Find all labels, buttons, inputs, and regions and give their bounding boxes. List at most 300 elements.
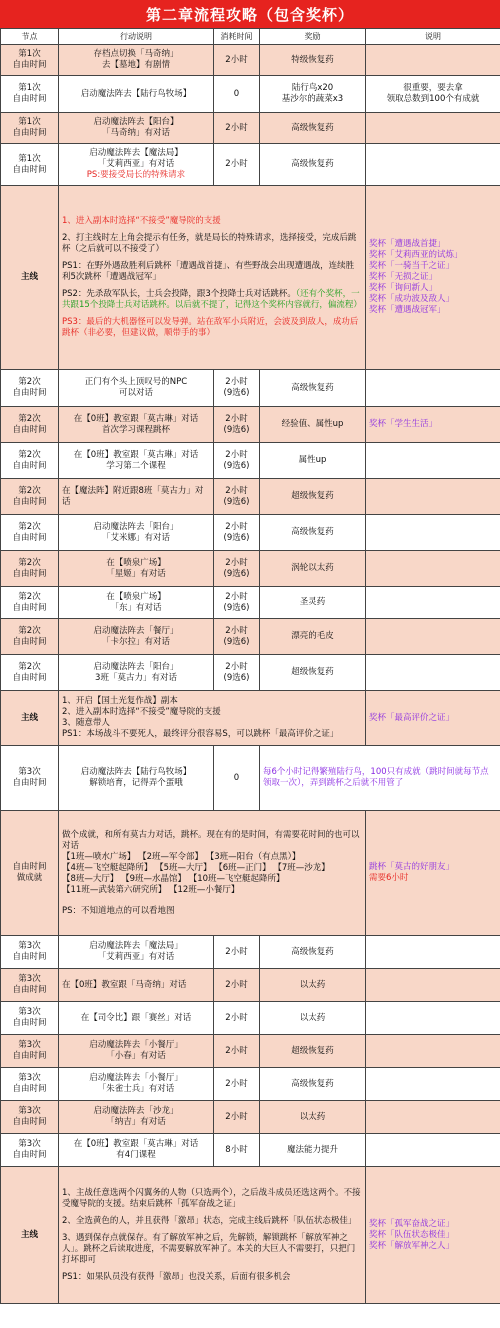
time-cell — [214, 113, 260, 144]
time-cell — [214, 76, 260, 113]
cell-line: 第3次 — [18, 1073, 41, 1083]
node-cell — [1, 811, 59, 936]
cell-line: 在【0班】教室跟「莫古琳」对话 — [73, 449, 199, 460]
page-title: 第二章流程攻略（包含奖杯） — [0, 0, 500, 28]
time-cell — [214, 45, 260, 76]
story-paragraph — [62, 317, 362, 339]
cell-line: 魔法能力提升 — [286, 1144, 338, 1155]
story-paragraph: 3、遇到保存点就保存。有了解放军神之后，先解锁，解锁跳杯「解放军神之人」。跳杯之后读取进度，不需要解放军神了。本关的大巨人不需要打，只把门打坏即可 — [62, 1232, 356, 1265]
cell-line: 奖杯「成功波及敌人」 — [369, 294, 455, 304]
action-cell — [59, 1101, 214, 1134]
cell-line: 在【喷泉广场】 — [106, 557, 166, 568]
reward-cell — [260, 936, 366, 969]
reward-cell — [260, 370, 366, 407]
note-cell — [366, 1068, 500, 1101]
story-text: PS3：最后的大机器怪可以发导弹。站在敌军小兵附近，会波及到敌人，成功后跳杯（非必要，但建议做，顺带手的事） — [62, 317, 359, 338]
cell-line: 陆行鸟x20 — [291, 83, 334, 93]
cell-line: 奖杯「解放军神之人」 — [369, 1240, 455, 1251]
node-cell: 主线 — [1, 691, 59, 746]
cell-line: 很重要，要去拿 — [403, 83, 463, 93]
time-cell — [214, 1035, 260, 1068]
cell-line: 自由时间 — [12, 952, 47, 962]
cell-line: 2小时 — [225, 54, 248, 65]
node-cell — [1, 515, 59, 551]
table-row — [1, 113, 500, 144]
cell-line: 第3次 — [18, 941, 41, 951]
reward-cell — [260, 515, 366, 551]
cell-line: 存档点切换「马奇纳」 — [93, 49, 179, 59]
cell-line: 自由时间 — [12, 496, 47, 507]
action-cell — [59, 76, 214, 113]
cell-line: 高级恢复药 — [291, 1078, 334, 1089]
time-cell — [214, 1101, 260, 1134]
header-node: 节点 — [1, 29, 59, 45]
node-cell — [1, 407, 59, 443]
cell-line: (9选6) — [223, 532, 250, 543]
cell-line: 启动魔法阵去「沙龙」 — [93, 1106, 179, 1116]
table-row — [1, 370, 500, 407]
action-cell — [59, 655, 214, 691]
cell-line: 奖杯「无损之证」 — [369, 272, 438, 282]
cell-line: (9选6) — [223, 460, 250, 471]
cell-line: 第1次 — [18, 83, 41, 93]
main-story-cell — [59, 1167, 366, 1304]
cell-line: 启动魔法阵去【陆行鸟牧场】 — [80, 88, 192, 99]
cell-line: 2小时 — [225, 159, 248, 169]
note-cell — [366, 619, 500, 655]
node-cell — [1, 1002, 59, 1035]
achievement-cell — [59, 811, 366, 936]
note-cell — [366, 515, 500, 551]
cell-line: 自由时间 — [12, 460, 47, 471]
cell-line: 在【魔法阵】附近跟8班「莫古力」对话 — [62, 485, 204, 507]
cell-line: (9选6) — [223, 636, 250, 647]
cell-line: 「朱雀士兵」有对话 — [97, 1084, 175, 1094]
cell-line: 高级恢复药 — [291, 527, 334, 537]
note-cell — [366, 370, 500, 407]
action-cell — [59, 45, 214, 76]
cell-line: 自由时间 — [12, 672, 47, 683]
note-cell — [366, 144, 500, 186]
action-cell — [59, 113, 214, 144]
cell-line: 启动魔法阵去「阳台」 — [93, 521, 179, 532]
node-cell: 主线 — [1, 1167, 59, 1304]
reward-cell — [260, 443, 366, 479]
table-row — [1, 144, 500, 186]
time-cell — [214, 1002, 260, 1035]
action-cell — [59, 370, 214, 407]
cell-line: 第1次 — [18, 153, 41, 164]
time-cell — [214, 443, 260, 479]
reward-cell — [260, 1068, 366, 1101]
action-cell — [59, 407, 214, 443]
guide-table — [0, 28, 500, 1304]
note-cell — [366, 113, 500, 144]
node-cell — [1, 76, 59, 113]
cell-line: 自由时间 — [12, 388, 47, 398]
cell-line: 自由时间 — [12, 568, 47, 579]
cell-line: 自由时间 — [12, 1117, 47, 1127]
cell-line: 启动魔法阵去「小餐厅」 — [89, 1073, 183, 1083]
cell-line: PS1：本场战斗不要死人，最终评分很容易S，可以跳杯「最高评价之证」 — [62, 729, 339, 739]
cell-line: 第2次 — [18, 377, 41, 387]
node-cell — [1, 1134, 59, 1167]
cell-line: (9选6) — [223, 672, 250, 683]
cell-line: 奖杯「询问新人」 — [369, 283, 438, 293]
cell-line: 基沙尔的蔬菜x3 — [281, 94, 344, 104]
cell-line: 去【墓地】有剧情 — [101, 60, 170, 70]
cell-line: 第3次 — [18, 767, 41, 777]
main-story-cell — [59, 186, 366, 370]
reward-cell — [260, 1134, 366, 1167]
cell-line: 3、随意带人 — [62, 718, 110, 728]
cell-line: 第2次 — [18, 591, 41, 602]
node-cell — [1, 587, 59, 619]
reward-cell — [260, 1035, 366, 1068]
action-cell — [59, 515, 214, 551]
cell-line: 启动魔法阵去【魔法局】 — [89, 148, 183, 158]
header-reward: 奖励 — [260, 29, 366, 45]
cell-line: 在【0班】教室跟「莫古琳」对话 — [73, 413, 199, 424]
reward-cell — [260, 407, 366, 443]
cell-line: 第2次 — [18, 521, 41, 532]
cell-line: 【1班—喷水广场】 【2班—军令部】 【3班—阳台（有点黑）】 — [62, 851, 301, 862]
cell-line: 奖杯「遭遇战首捷」 — [369, 239, 446, 249]
node-cell — [1, 479, 59, 515]
cell-line: 1、开启【国土光复作战】副本 — [62, 696, 178, 706]
action-cell — [59, 479, 214, 515]
note-cell — [366, 936, 500, 969]
reward-cell — [260, 969, 366, 1002]
cell-line: 「艾莉西亚」有对话 — [97, 159, 175, 169]
reward-cell — [260, 655, 366, 691]
action-cell — [59, 1035, 214, 1068]
node-cell — [1, 144, 59, 186]
cell-line: (9选6) — [223, 568, 250, 579]
cell-line: 奖杯「学生生活」 — [369, 419, 438, 429]
note-cell — [366, 587, 500, 619]
cell-line: (9选6) — [223, 496, 250, 507]
cell-line: 自由时间 — [12, 1018, 47, 1028]
action-cell — [59, 746, 214, 811]
cell-line: 2小时 — [225, 122, 248, 133]
story-paragraph — [62, 233, 362, 255]
main-story-cell — [59, 691, 366, 746]
cell-line: 「艾莉西亚」有对话 — [97, 952, 175, 962]
cell-line: 第3次 — [18, 974, 41, 984]
cell-line: 「星姬」有对话 — [106, 568, 166, 579]
node-cell — [1, 1068, 59, 1101]
time-cell — [214, 479, 260, 515]
cell-line: 0 — [233, 772, 240, 783]
cell-line: 「小春」有对话 — [106, 1051, 166, 1061]
cell-line: (9选6) — [223, 424, 250, 435]
cell-line: 2小时 — [225, 521, 248, 532]
note-cell — [366, 479, 500, 515]
table-row — [1, 746, 500, 811]
node-cell — [1, 1101, 59, 1134]
time-cell — [214, 936, 260, 969]
cell-line: 「卡尔拉」有对话 — [101, 636, 170, 647]
action-cell — [59, 969, 214, 1002]
cell-line: 2小时 — [225, 1045, 248, 1056]
cell-line: 学习第二个课程 — [106, 460, 166, 471]
note-cell — [366, 1134, 500, 1167]
story-paragraph: 2、全选黄色的人，并且获得「激昂」状态，完成主线后跳杯「队伍状态极佳」 — [62, 1215, 357, 1226]
cell-line: 自由时间 — [12, 424, 47, 435]
note-cell — [366, 655, 500, 691]
cell-line: 第2次 — [18, 625, 41, 636]
table-row — [1, 186, 500, 370]
cell-line: 自由时间 — [12, 1051, 47, 1061]
header-action: 行动说明 — [59, 29, 214, 45]
cell-line: 【8班—大厅】 【9班—水晶馆】 【10班—飞空艇起降所】 — [62, 873, 285, 884]
action-cell — [59, 1002, 214, 1035]
table-row — [1, 479, 500, 515]
header-note: 说明 — [366, 29, 500, 45]
table-row — [1, 45, 500, 76]
node-cell — [1, 443, 59, 479]
story-paragraph: PS1：如果队员没有获得「激昂」也没关系，后面有很多机会 — [62, 1271, 291, 1282]
table-row — [1, 1002, 500, 1035]
cell-line: 第2次 — [18, 557, 41, 568]
table-row — [1, 515, 500, 551]
table-row — [1, 443, 500, 479]
cell-line: 高级恢复药 — [291, 382, 334, 393]
cell-line: 2小时 — [225, 449, 248, 460]
node-cell — [1, 619, 59, 655]
story-paragraph — [62, 216, 362, 227]
table-row — [1, 551, 500, 587]
reward-cell — [260, 76, 366, 113]
cell-line: 0 — [233, 88, 240, 99]
story-paragraph — [62, 261, 362, 283]
reward-cell — [260, 1002, 366, 1035]
cell-line: 「东」有对话 — [110, 602, 162, 613]
time-cell — [214, 370, 260, 407]
note-cell — [366, 76, 500, 113]
trophy-cell — [366, 811, 500, 936]
cell-line: 奖杯「遭遇战冠军」 — [369, 305, 446, 315]
time-cell — [214, 746, 260, 811]
cell-line: 第1次 — [18, 49, 41, 59]
cell-line: 自由时间 — [12, 1084, 47, 1094]
story-text: 1、进入副本时选择“不接受”魔导院的支援 — [62, 216, 221, 226]
cell-line: 奖杯「一骑当千之证」 — [369, 261, 455, 271]
cell-line: 第3次 — [18, 1139, 41, 1149]
reward-cell — [260, 551, 366, 587]
table-row — [1, 811, 500, 936]
note-cell — [366, 1101, 500, 1134]
cell-line: 奖杯「队伍状态极佳」 — [369, 1229, 455, 1240]
table-row — [1, 619, 500, 655]
reward-cell — [260, 1101, 366, 1134]
note-cell — [366, 407, 500, 443]
note-cell — [366, 969, 500, 1002]
cell-line: 2、进入副本时选择“不接受”魔导院的支援 — [62, 707, 221, 717]
cell-line: 自由时间 — [12, 164, 47, 175]
cell-line: 做成就 — [16, 873, 43, 883]
note-cell — [366, 1035, 500, 1068]
cell-line: 自由时间 — [12, 60, 47, 70]
time-cell — [214, 551, 260, 587]
cell-line: 2小时 — [225, 625, 248, 636]
cell-line: 涡轮以太药 — [291, 563, 334, 573]
cell-line: 2小时 — [225, 1078, 248, 1089]
cell-line: 自由时间 — [12, 94, 47, 104]
reward-cell — [260, 45, 366, 76]
cell-line: 3班「莫古力」有对话 — [95, 672, 177, 683]
time-cell — [214, 655, 260, 691]
reward-cell — [260, 113, 366, 144]
cell-line: 启动魔法阵去【阳台】 — [93, 117, 179, 127]
cell-line: 「艾米娜」有对话 — [101, 532, 170, 543]
trophy-list-cell — [366, 1167, 500, 1304]
cell-line: 2小时 — [225, 979, 248, 990]
cell-line: 正门有个头上顶叹号的NPC — [84, 377, 188, 387]
cell-line: 首次学习课程跳杯 — [101, 424, 170, 435]
cell-line: 自由时间 — [12, 602, 47, 613]
note-cell — [366, 45, 500, 76]
time-cell — [214, 144, 260, 186]
trophy-name: 跳杯「莫古的好朋友」 — [369, 862, 455, 872]
cell-line: 自由时间 — [12, 778, 47, 788]
table-row — [1, 76, 500, 113]
cell-line: 第2次 — [18, 413, 41, 424]
story-text: PS2：先杀敌军队长，士兵会投降，跟3个投降士兵对话跳杯。 — [62, 289, 296, 299]
cell-line: 高级恢复药 — [291, 946, 334, 957]
node-cell — [1, 746, 59, 811]
cell-line: 第3次 — [18, 1007, 41, 1017]
node-cell — [1, 655, 59, 691]
cell-line: 属性up — [298, 455, 327, 465]
cell-line: 奖杯「最高评价之证」 — [369, 712, 455, 723]
time-cell — [214, 407, 260, 443]
cell-line: 「马奇纳」有对话 — [101, 128, 170, 138]
table-row — [1, 587, 500, 619]
cell-line: 解锁培育，记得弄个蛋哦 — [89, 778, 183, 788]
cell-line: 「纳吉」有对话 — [106, 1117, 166, 1127]
action-cell — [59, 587, 214, 619]
cell-line: 启动魔法阵去「小餐厅」 — [89, 1040, 183, 1050]
cell-line: 自由时间 — [12, 1150, 47, 1160]
cell-line: 超级恢复药 — [291, 491, 334, 501]
time-cell — [214, 1134, 260, 1167]
cell-line: 启动魔法阵去【陆行鸟牧场】 — [80, 767, 192, 777]
action-cell — [59, 1134, 214, 1167]
cell-line: 2小时 — [225, 413, 248, 424]
table-row — [1, 1134, 500, 1167]
story-paragraph — [62, 289, 362, 311]
table-body — [1, 45, 500, 1304]
table-row — [1, 691, 500, 746]
cell-line: 自由时间 — [12, 532, 47, 543]
cell-line: 超级恢复药 — [291, 1045, 334, 1056]
note-cell: 每6个小时记得繁殖陆行鸟，100只有成就（跳时间就每节点领取一次），弄到跳杯之后就不用管了 — [260, 746, 500, 811]
cell-line: 2小时 — [225, 557, 248, 568]
cell-line: 自由时间 — [12, 128, 47, 138]
cell-line: 经验值、属性up — [281, 419, 344, 429]
cell-line-warning: PS:要接受局长的特殊请求 — [86, 170, 186, 180]
story-text-note: （还有个奖杯，一共跟15个投降士兵对话跳杯。以后就不提了，记得这个奖杯内容就行，偏流程） — [62, 289, 362, 310]
reward-cell — [260, 479, 366, 515]
cell-line: 以太药 — [299, 1012, 326, 1023]
table-row — [1, 655, 500, 691]
cell-line: 启动魔法阵去「阳台」 — [93, 661, 179, 672]
cell-line: 第1次 — [18, 117, 41, 127]
trophy-list-cell — [366, 691, 500, 746]
trophy-time-note: 需要6小时 — [369, 873, 409, 883]
reward-cell — [260, 587, 366, 619]
reward-cell — [260, 619, 366, 655]
story-text: 2、打主线时左上角会提示有任务，就是局长的特殊请求，选择接受，完成后跳杯（之后就可以不接受了） — [62, 233, 357, 254]
table-row — [1, 969, 500, 1002]
cell-line: 领取总数到100个有成就 — [386, 94, 480, 104]
cell-line: 【11班—武装第六研究所】 【12班—小餐厅】 — [62, 884, 240, 895]
action-cell — [59, 1068, 214, 1101]
time-cell — [214, 587, 260, 619]
table-row — [1, 407, 500, 443]
cell-line: 第2次 — [18, 661, 41, 672]
cell-line: 2小时 — [225, 485, 248, 496]
note-cell — [366, 1002, 500, 1035]
node-cell — [1, 936, 59, 969]
story-text: PS1：在野外遇敌胜利后跳杯「遭遇战首捷」、有些野战会出现遭遇战，连续胜利5次跳杯「遭遇战冠军」 — [62, 261, 355, 282]
table-row — [1, 936, 500, 969]
table-row — [1, 1035, 500, 1068]
action-cell — [59, 144, 214, 186]
cell-line: 第3次 — [18, 1106, 41, 1116]
table-row — [1, 1167, 500, 1304]
node-cell — [1, 370, 59, 407]
note-cell — [366, 551, 500, 587]
action-cell — [59, 936, 214, 969]
node-cell — [1, 1035, 59, 1068]
cell-line: 在【0班】教室跟「马奇纳」对话 — [62, 979, 187, 990]
action-cell — [59, 551, 214, 587]
node-cell — [1, 113, 59, 144]
cell-line: 做个成就，和所有莫古力对话，跳杯。现在有的是时间，有需要花时间的也可以对话 — [62, 829, 360, 851]
time-cell — [214, 619, 260, 655]
cell-line — [62, 896, 362, 906]
cell-line: 8小时 — [225, 1144, 248, 1155]
table-row — [1, 1068, 500, 1101]
cell-line: 2小时 — [225, 591, 248, 602]
cell-line: 在【司令比】跟「赛丝」对话 — [80, 1012, 192, 1023]
cell-line: 启动魔法阵去「魔法局」 — [89, 941, 183, 951]
cell-line: 2小时 — [225, 1012, 248, 1023]
node-cell — [1, 551, 59, 587]
header-time: 消耗时间 — [214, 29, 260, 45]
cell-line: 自由时间 — [12, 985, 47, 995]
cell-line: 自由时间 — [12, 862, 47, 872]
cell-line: 第2次 — [18, 449, 41, 460]
node-cell: 主线 — [1, 186, 59, 370]
node-cell — [1, 969, 59, 1002]
cell-line: 启动魔法阵去「餐厅」 — [93, 625, 179, 636]
cell-line: 自由时间 — [12, 636, 47, 647]
cell-line: 可以对话 — [118, 388, 153, 398]
cell-line: 2小时 — [225, 946, 248, 957]
cell-line: 高级恢复药 — [291, 122, 334, 133]
cell-line: 特级恢复药 — [291, 54, 334, 65]
time-cell — [214, 1068, 260, 1101]
cell-line: 奖杯「艾莉西亚的试炼」 — [369, 250, 463, 260]
cell-line: 高级恢复药 — [291, 159, 334, 169]
action-cell — [59, 619, 214, 655]
cell-line: (9选6) — [223, 602, 250, 613]
cell-line: (9选6) — [223, 388, 250, 398]
